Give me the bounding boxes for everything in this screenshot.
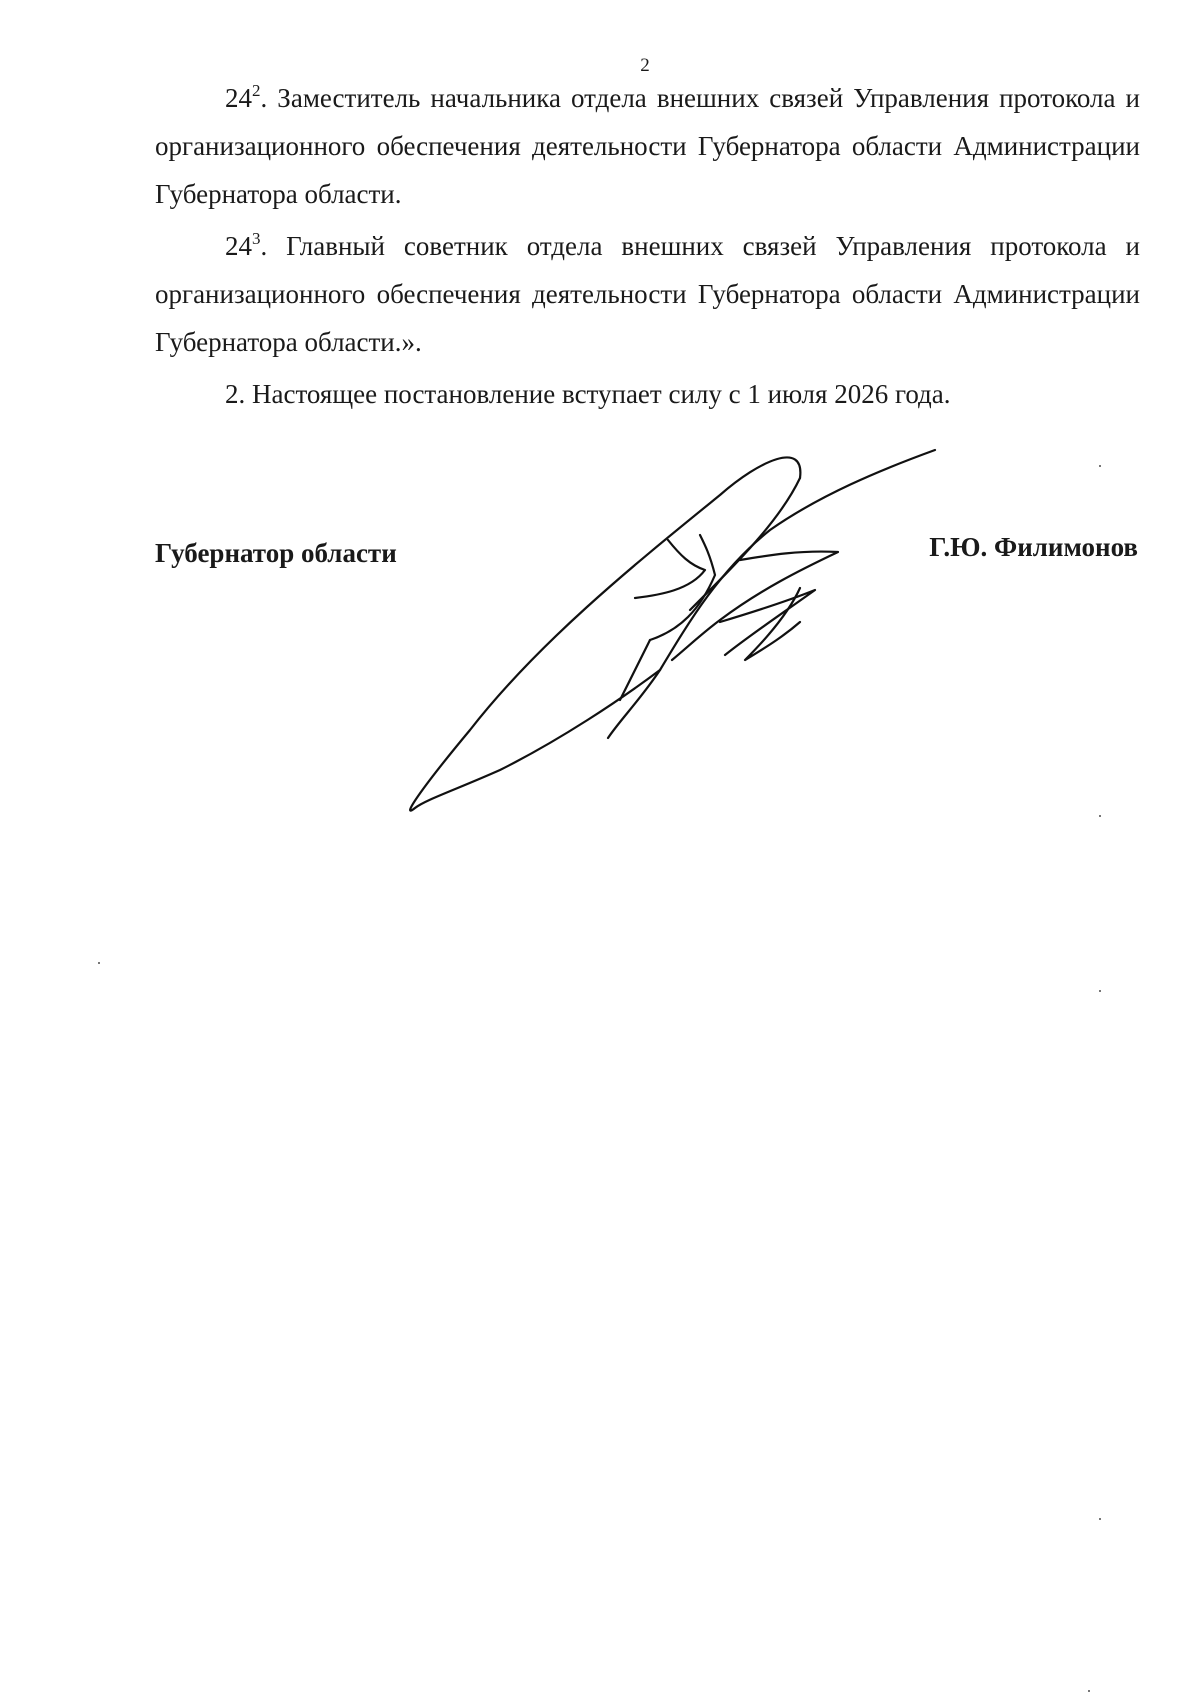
- paragraph-text: 2. Настоящее постановление вступает силу с 1 июля 2026 года.: [225, 379, 951, 409]
- paragraph-effective-date: [155, 370, 1140, 418]
- scan-speck: [1088, 1690, 1090, 1692]
- document-body: [155, 74, 1140, 418]
- scan-speck: [1099, 990, 1101, 992]
- paragraph-24-2: [155, 74, 1140, 218]
- paragraph-text: . Главный советник отдела внешних связей Управления протокола и организационного обеспечения деятельности Губернатора области Администрации Губернатора области.».: [155, 231, 1140, 357]
- scan-speck: [1099, 465, 1101, 467]
- scan-speck: [1099, 1518, 1101, 1520]
- item-superscript: 2: [252, 81, 261, 100]
- item-number: 24: [225, 83, 252, 113]
- item-number: 24: [225, 231, 252, 261]
- paragraph-24-3: [155, 222, 1140, 366]
- signatory-name: Г.Ю. Филимонов: [929, 532, 1138, 562]
- item-superscript: 3: [252, 229, 261, 248]
- scan-speck: [1099, 815, 1101, 817]
- paragraph-text: . Заместитель начальника отдела внешних связей Управления протокола и организационного обеспечения деятельности Губернатора области Администрации Губернатора области.: [155, 83, 1140, 209]
- page-number: 2: [640, 55, 650, 76]
- scan-speck: [98, 962, 100, 964]
- signatory-position: Губернатор области: [155, 538, 397, 568]
